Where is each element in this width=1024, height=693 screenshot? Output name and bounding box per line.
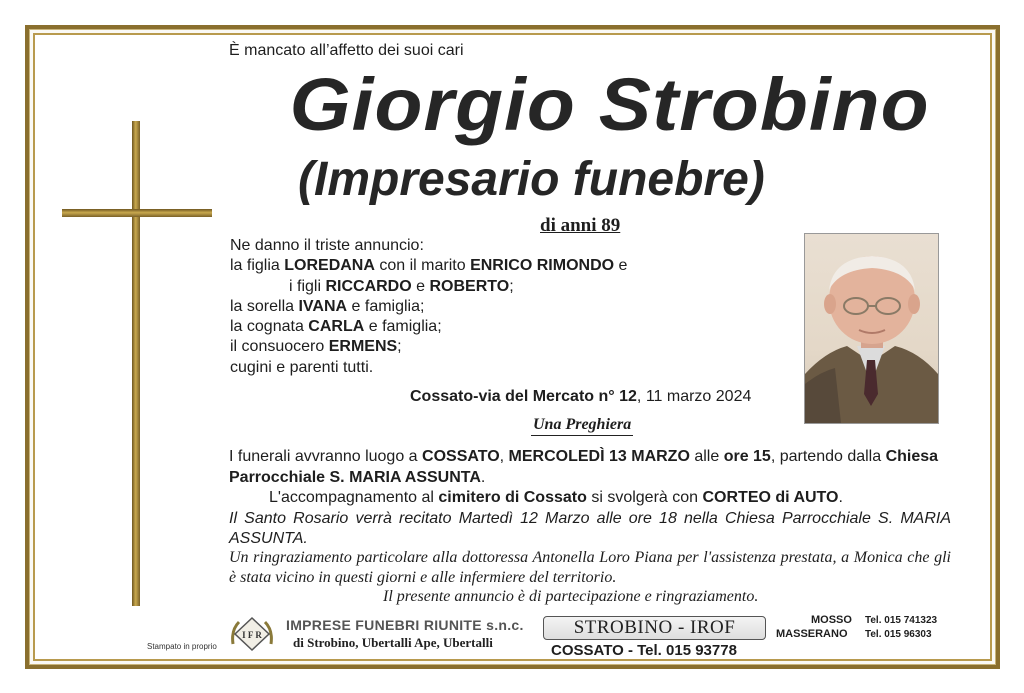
thanks-paragraph: Un ringraziamento particolare alla dottoressa Antonella Loro Piana per l'assistenza prestata, a Monica che gli è stata vicino in questi giorni e alle infermiere del territorio.	[229, 549, 951, 586]
phone-mosso: Tel. 015 741323	[865, 615, 938, 626]
town-masserano: MASSERANO	[776, 628, 848, 640]
portrait-photo	[804, 233, 939, 424]
mourners-list	[230, 236, 627, 378]
phone-masserano: Tel. 015 96303	[865, 629, 932, 640]
cross-icon	[132, 121, 140, 606]
funeral-paragraph: I funerali avvranno luogo a COSSATO, MERCOLEDÌ 13 MARZO alle ore 15, partendo dalla Chiesa Parrocchiale S. MARIA ASSUNTA.	[229, 448, 939, 486]
deceased-name: Giorgio Strobino	[289, 63, 930, 146]
company-name: IMPRESE FUNEBRI RIUNITE s.n.c.	[286, 617, 524, 633]
funeral-paragraph: L'accompagnamento al cimitero di Cossato si svolgerà con CORTEO di AUTO.	[269, 489, 843, 506]
rosary-paragraph: Il Santo Rosario verrà recitato Martedì 12 Marzo alle ore 18 nella Chiesa Parrocchiale S. MARIA ASSUNTA.	[229, 509, 951, 547]
printed-note: Stampato in proprio	[147, 642, 217, 651]
final-note: Il presente annuncio è di partecipazione e ringraziamento.	[383, 588, 759, 605]
irof-logo-icon	[229, 614, 275, 654]
mourners-line: Ne danno il triste annuncio:	[230, 237, 424, 254]
portrait-illustration	[805, 234, 938, 423]
mourners-line: la sorella IVANA e famiglia;	[230, 297, 425, 315]
cross-icon-bar	[62, 209, 212, 217]
mourners-line: i figli RICCARDO e ROBERTO;	[289, 277, 514, 295]
address-line: Cossato-via del Mercato n° 12, 11 marzo 2024	[410, 388, 752, 405]
intro-text: È mancato all’affetto dei suoi cari	[229, 42, 464, 59]
funeral-details	[229, 447, 951, 550]
brand-box: STROBINO - IROF	[543, 616, 766, 640]
deceased-age: di anni 89	[540, 215, 621, 236]
mourners-line: la figlia LOREDANA con il marito ENRICO RIMONDO e	[230, 257, 628, 275]
deceased-title: (Impresario funebre)	[298, 153, 765, 206]
svg-text:I F R: I F R	[242, 630, 262, 640]
brand-phone: COSSATO - Tel. 015 93778	[551, 642, 737, 659]
mourners-line: il consuocero ERMENS;	[230, 338, 402, 356]
prayer-heading: Una Preghiera	[531, 416, 633, 436]
company-subtitle: di Strobino, Ubertalli Ape, Ubertalli	[293, 635, 493, 650]
mourners-line: cugini e parenti tutti.	[230, 358, 374, 376]
mourners-line: la cognata CARLA e famiglia;	[230, 318, 442, 336]
town-mosso: MOSSO	[811, 614, 852, 626]
